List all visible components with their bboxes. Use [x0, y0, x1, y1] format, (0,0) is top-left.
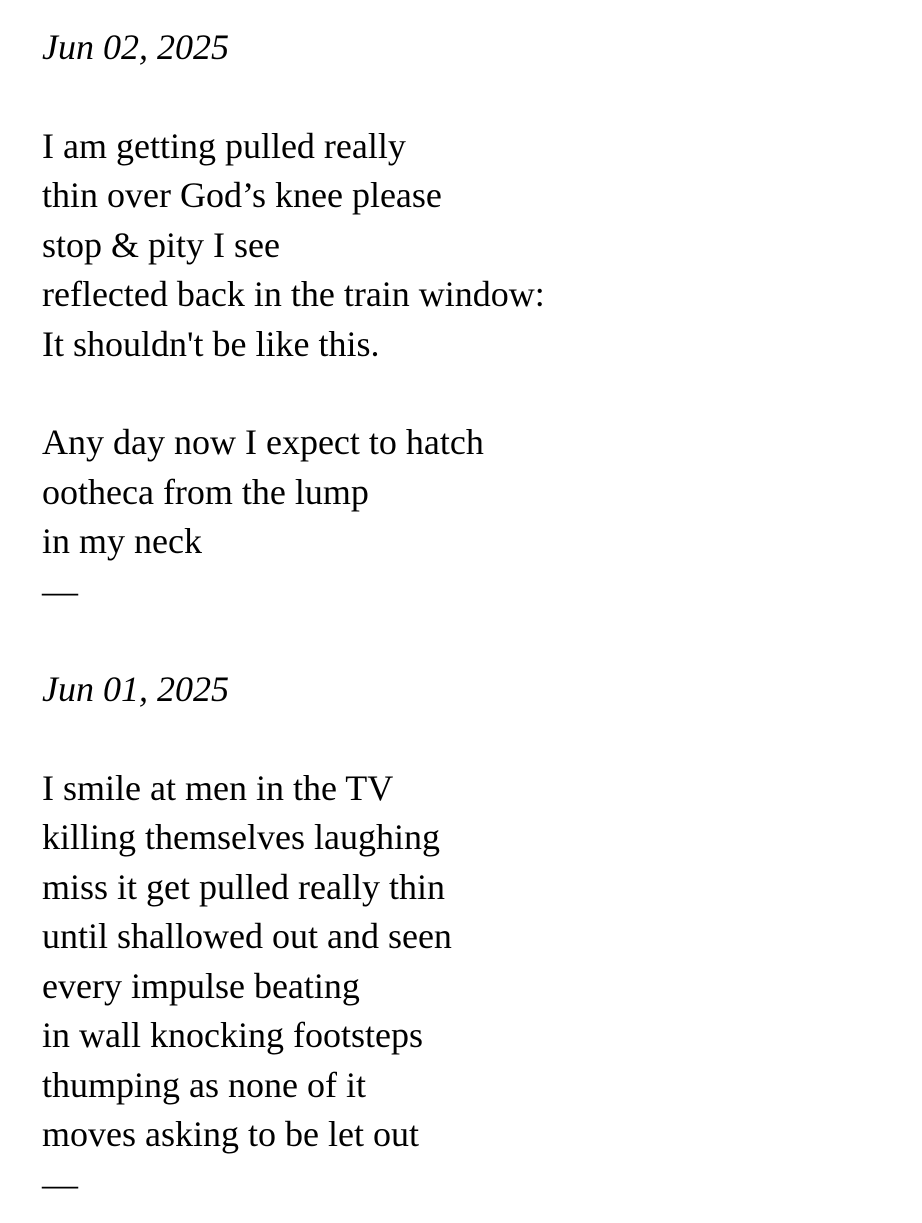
poem-line: thin over God’s knee please [42, 175, 442, 215]
poem-line: stop & pity I see [42, 224, 280, 265]
stanza [42, 73, 922, 370]
poem-line: in my neck [42, 521, 202, 561]
poem-line: I am getting pulled really [42, 125, 406, 166]
entry-date: Jun 01, 2025 [42, 669, 229, 709]
poem-line: in wall knocking footsteps [42, 1015, 423, 1055]
poem-line: ootheca from the lump [42, 471, 369, 512]
poem-line: killing themselves laughing [42, 817, 440, 857]
journal-entry [42, 665, 922, 1209]
entry-divider: — [42, 570, 78, 611]
poem-line: until shallowed out and seen [42, 916, 452, 956]
poem-line: I smile at men in the TV [42, 767, 394, 808]
poem-line: miss it get pulled really thin [42, 866, 445, 907]
poem-line: moves asking to be let out [42, 1114, 419, 1154]
entry-date: Jun 02, 2025 [42, 27, 229, 67]
poem-line: thumping as none of it [42, 1064, 366, 1105]
poem-line: Any day now I expect to hatch [42, 422, 484, 462]
entry-divider: — [42, 1163, 78, 1204]
poem-line: reflected back in the train window: [42, 274, 545, 314]
journal-entry [42, 23, 922, 616]
poem-line: It shouldn't be like this. [42, 323, 380, 364]
stanza [42, 715, 922, 1210]
poem-line: every impulse beating [42, 965, 360, 1006]
stanza [42, 369, 922, 616]
